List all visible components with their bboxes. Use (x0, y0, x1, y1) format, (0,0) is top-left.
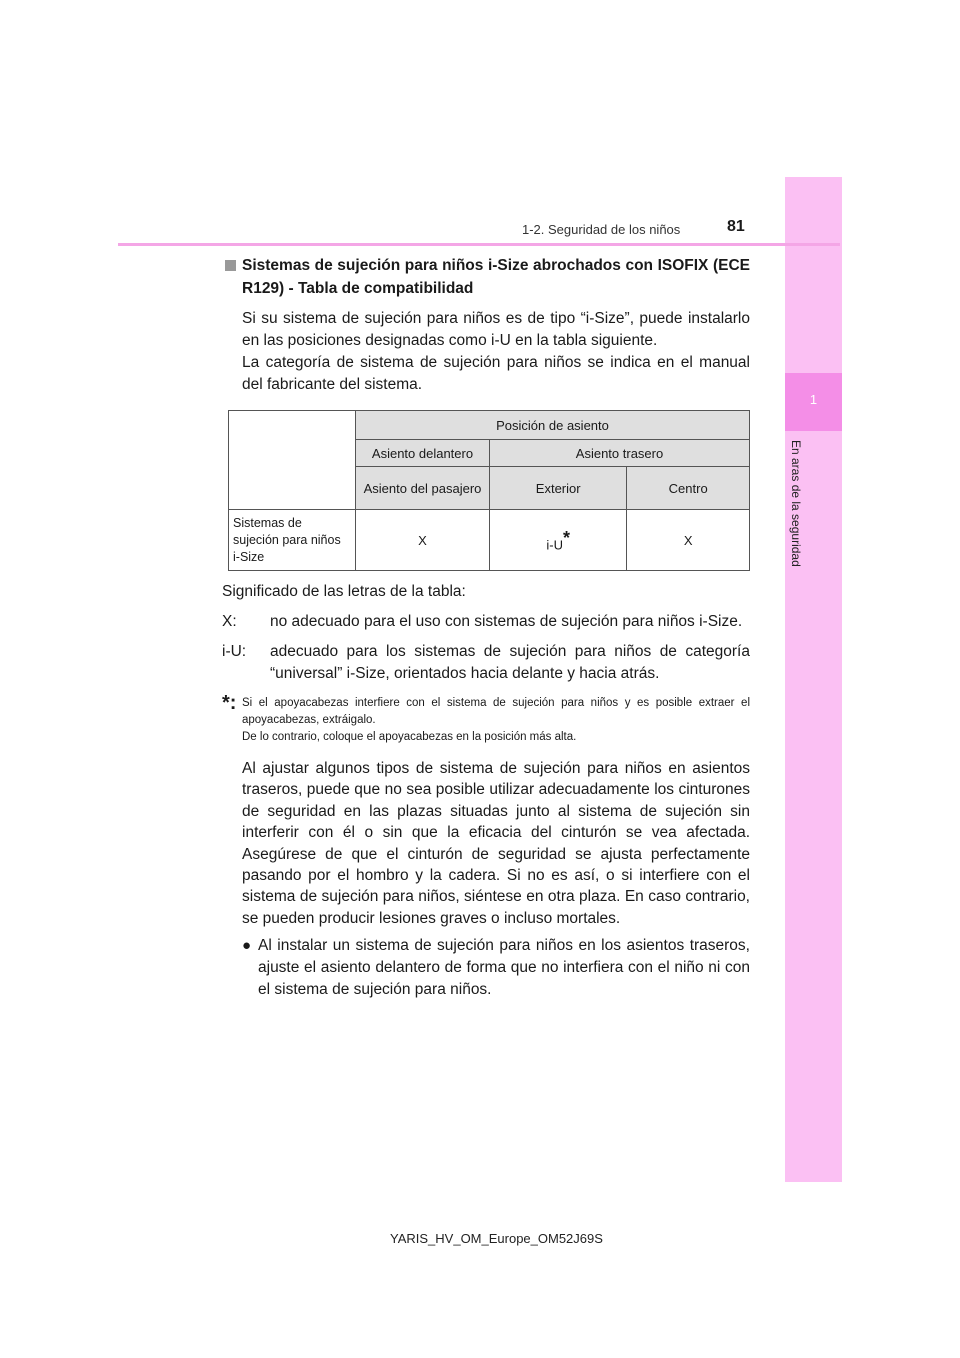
bullet-text: Al instalar un sistema de sujeción para niños en los asientos traseros, ajuste el asiento delantero de forma que no interfiera con el niño ni con el sistema de sujeción para niños. (258, 937, 750, 999)
table-cell-exterior-value: i-U (546, 537, 563, 553)
seat-position-header: Posición de asiento (356, 411, 750, 440)
footnote-line-2: De lo contrario, coloque el apoyacabezas en la posición más alta. (242, 731, 577, 743)
legend-value: no adecuado para el uso con sistemas de sujeción para niños i-Size. (270, 613, 743, 630)
center-header: Centro (627, 467, 750, 510)
legend-value: adecuado para los sistemas de sujeción para niños de categoría “universal” i-Size, orientados hacia delante y hacia atrás. (270, 643, 750, 682)
page-content (222, 250, 750, 1001)
section-heading (222, 254, 750, 300)
legend-title: Significado de las letras de la tabla: (222, 583, 466, 600)
table-cell-center: X (627, 510, 750, 571)
legend-item (222, 611, 750, 633)
footnote-mark: *: (222, 692, 237, 714)
footnote-line-1: Si el apoyacabezas interfiere con el sistema de sujeción para niños y es posible extraer el apoyacabezas, extráigalo. (242, 697, 750, 726)
rear-seat-header: Asiento trasero (490, 440, 750, 467)
document-code: YARIS_HV_OM_Europe_OM52J69S (390, 1231, 603, 1246)
footnote-text (242, 695, 750, 746)
front-seat-header: Asiento delantero (356, 440, 490, 467)
legend-item (222, 641, 750, 685)
exterior-header: Exterior (490, 467, 627, 510)
bullet-icon: ● (242, 937, 252, 955)
footnote (222, 692, 750, 746)
chapter-number: 1 (809, 392, 818, 407)
compatibility-table (228, 410, 750, 571)
chapter-label: En aras de la seguridad (789, 440, 803, 567)
legend-section (222, 581, 750, 685)
square-bullet-icon (225, 260, 236, 271)
bullet-item (222, 935, 750, 1001)
intro-line-2: La categoría de sistema de sujeción para niños se indica en el manual del fabricante del sistema. (242, 354, 750, 393)
passenger-header: Asiento del pasajero (356, 467, 490, 510)
intro-paragraph (222, 308, 750, 396)
section-title: 1-2. Seguridad de los niños (522, 222, 681, 237)
header-divider (118, 243, 840, 246)
side-tab (785, 177, 842, 1182)
intro-line-1: Si su sistema de sujeción para niños es de tipo “i-Size”, puede instalarlo en las posiciones designadas como i-U en la tabla siguiente. (242, 310, 750, 349)
heading-text: Sistemas de sujeción para niños i-Size abrochados con ISOFIX (ECE R129) - Tabla de compatibilidad (242, 257, 750, 297)
table-corner-cell (229, 411, 356, 510)
table-row-label: Sistemas de sujeción para niños i-Size (229, 510, 356, 571)
table-cell-front: X (356, 510, 490, 571)
page-number: 81 (727, 218, 745, 235)
footnote-star: * (562, 527, 570, 548)
table-cell-exterior (490, 510, 627, 571)
legend-key: i-U: (222, 643, 247, 660)
warning-paragraph: Al ajustar algunos tipos de sistema de sujeción para niños en asientos traseros, puede que no sea posible utilizar adecuadamente los cinturones de seguridad en las plazas situadas junto al sistema de sujeción sin interferir con él o sin que la eficacia del cinturón se vea afectada. Asegúrese de que el cinturón de seguridad se ajusta perfectamente pasando por el hombro y la cadera. Si no es así, o si interfiere con el sistema de sujeción para niños, siéntese en otra plaza. En caso contrario, se pueden producir lesiones graves o incluso mortales. (242, 760, 750, 927)
legend-key: X: (222, 613, 237, 630)
